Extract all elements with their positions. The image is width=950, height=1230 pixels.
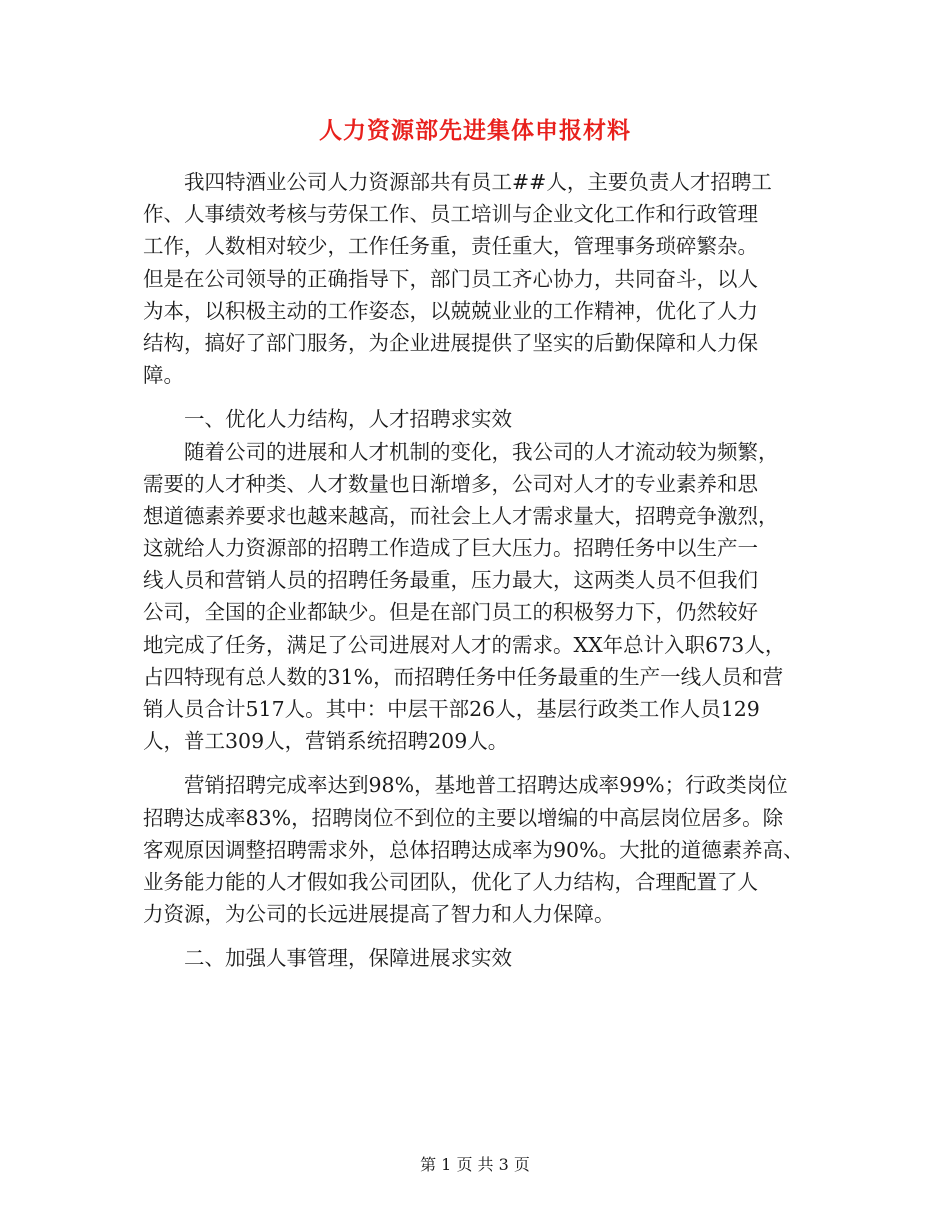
text-line: 地完成了任务，满足了公司进展对人才的需求。XX年总计入职673人， (143, 632, 786, 657)
text-line: 需要的人才种类、人才数量也日渐增多，公司对人才的专业素养和思 (143, 471, 758, 496)
text-line: 招聘达成率83%，招聘岗位不到位的主要以增编的中高层岗位居多。除 (143, 805, 784, 830)
text-line: 工作，人数相对较少，工作任务重，责任重大，管理事务琐碎繁杂。 (143, 234, 758, 259)
paragraph (143, 436, 823, 758)
text-line: 结构，搞好了部门服务，为企业进展提供了坚实的后勤保障和人力保 (143, 330, 758, 355)
paragraph (143, 769, 823, 930)
text-line: 线人员和营销人员的招聘任务最重，压力最大，这两类人员不但我们 (143, 568, 758, 593)
text-line: 公司，全国的企业都缺少。但是在部门员工的积极努力下，仍然较好 (143, 600, 758, 625)
text-line: 作、人事绩效考核与劳保工作、员工培训与企业文化工作和行政管理 (143, 202, 758, 227)
text-line: 障。 (143, 363, 184, 388)
text-line: 占四特现有总人数的31%，而招聘任务中任务最重的生产一线人员和营 (143, 664, 784, 689)
text-line: 随着公司的进展和人才机制的变化，我公司的人才流动较为频繁， (143, 439, 779, 464)
text-line: 力资源，为公司的长远进展提高了智力和人力保障。 (143, 902, 615, 927)
paragraph-gap (143, 930, 823, 942)
text-line: 销人员合计517人。其中：中层干部26人，基层行政类工作人员129 (143, 697, 760, 721)
paragraph (143, 166, 823, 391)
text-line: 我四特酒业公司人力资源部共有员工##人，主要负责人才招聘工 (143, 170, 772, 194)
document-body (143, 166, 823, 975)
text-line: 一、优化人力结构，人才招聘求实效 (143, 407, 512, 432)
text-line: 客观原因调整招聘需求外，总体招聘达成率为90%。大批的道德素养高、 (143, 837, 804, 862)
text-line: 人，普工309人，营销系统招聘209人。 (143, 729, 509, 754)
text-line: 这就给人力资源部的招聘工作造成了巨大压力。招聘任务中以生产一 (143, 536, 758, 561)
text-line: 想道德素养要求也越来越高，而社会上人才需求量大，招聘竞争激烈， (143, 503, 779, 528)
text-line: 业务能力能的人才假如我公司团队，优化了人力结构，合理配置了人 (143, 869, 758, 894)
text-line: 为本，以积极主动的工作姿态，以兢兢业业的工作精神，优化了人力 (143, 298, 758, 323)
paragraph-gap (143, 391, 823, 403)
page-footer: 第 1 页 共 3 页 (420, 1155, 530, 1174)
section-heading (143, 942, 823, 974)
paragraph-gap (143, 757, 823, 769)
text-line: 营销招聘完成率达到98%，基地普工招聘达成率99%；行政类岗位 (143, 773, 788, 798)
section-heading (143, 403, 823, 435)
text-line: 二、加强人事管理，保障进展求实效 (143, 946, 512, 971)
text-line: 但是在公司领导的正确指导下，部门员工齐心协力，共同奋斗，以人 (143, 266, 758, 291)
document-title: 人力资源部先进集体申报材料 (319, 117, 631, 144)
